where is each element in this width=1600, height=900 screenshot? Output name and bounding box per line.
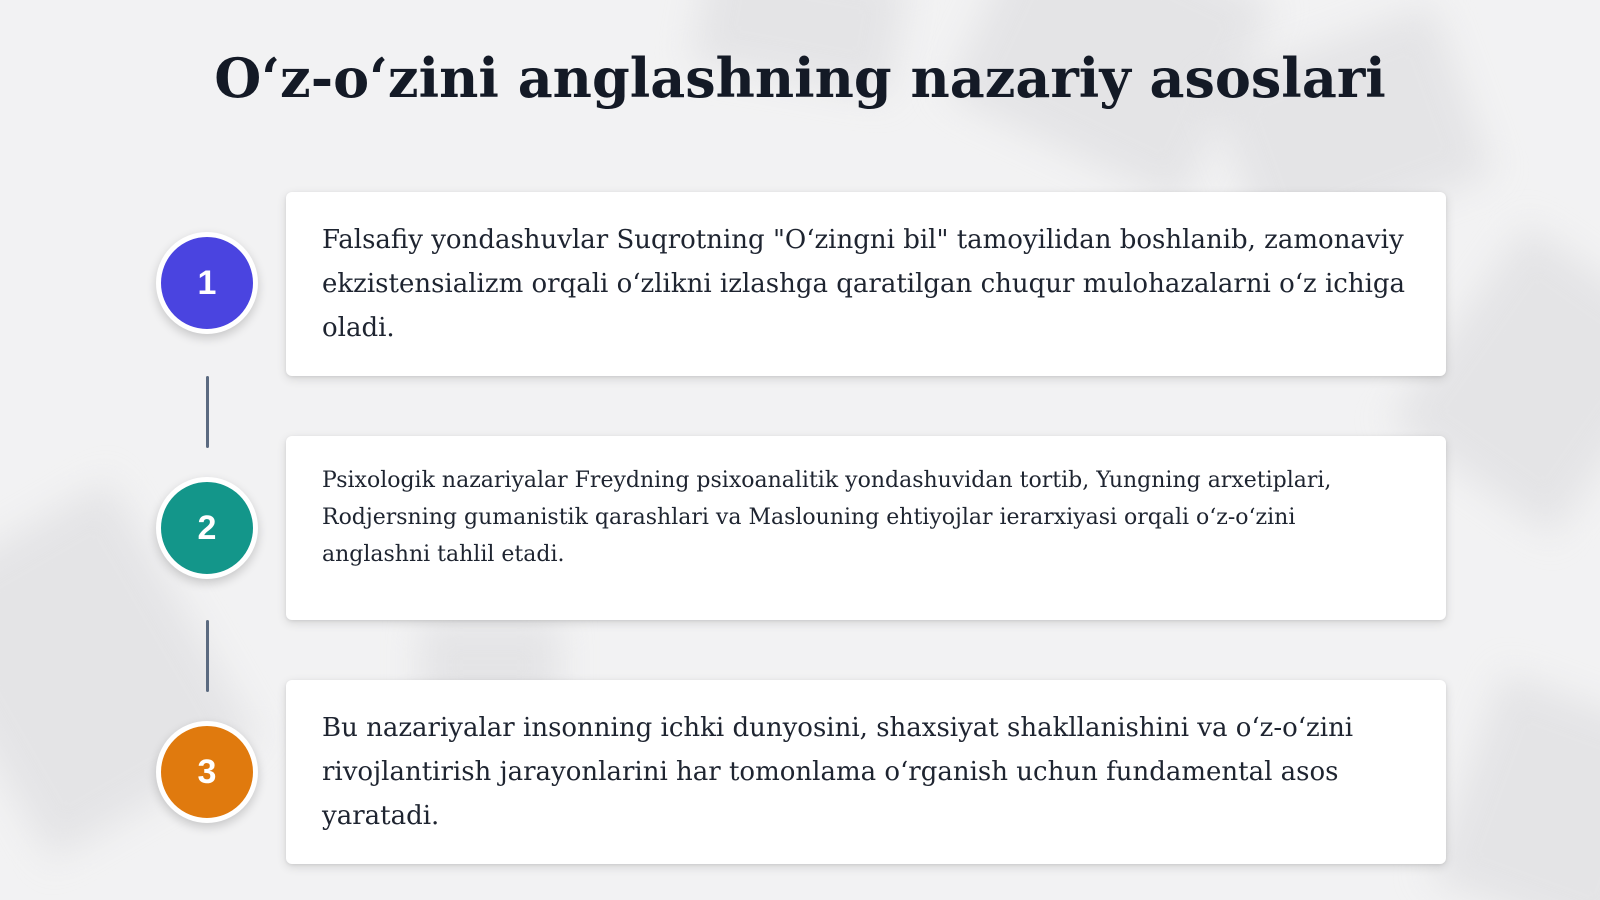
step-number-badge-2: 2	[156, 477, 258, 579]
step-number-badge-3: 3	[156, 721, 258, 823]
step-card-3	[286, 680, 1446, 864]
step-connector-2-3	[206, 620, 209, 692]
step-card-1	[286, 192, 1446, 376]
background-shape	[1428, 672, 1600, 900]
slide-title: O‘z-o‘zini anglashning nazariy asoslari	[214, 46, 1386, 110]
step-card-2	[286, 436, 1446, 620]
step-text-3: Bu nazariyalar insonning ichki dunyosini, shaxsiyat shakllanishini va o‘z-o‘zini rivojlantirish jarayonlarini har tomonlama o‘rganish uchun fundamental asos yaratadi.	[322, 713, 1354, 831]
step-connector-1-2	[206, 376, 209, 448]
step-text-1: Falsafiy yondashuvlar Suqrotning "O‘zingni bil" tamoyilidan boshlanib, zamonaviy ekzistensializm orqali o‘zlikni izlashga qaratilgan chuqur mulohazalarni o‘z ichiga oladi.	[322, 225, 1406, 343]
step-text-2: Psixologik nazariyalar Freydning psixoanalitik yondashuvidan tortib, Yungning arxetiplari, Rodjersning gumanistik qarashlari va Maslouning ehtiyojlar ierarxiyasi orqali o‘z-o‘zini anglashni tahlil etadi.	[322, 468, 1332, 567]
step-number-badge-1: 1	[156, 232, 258, 334]
